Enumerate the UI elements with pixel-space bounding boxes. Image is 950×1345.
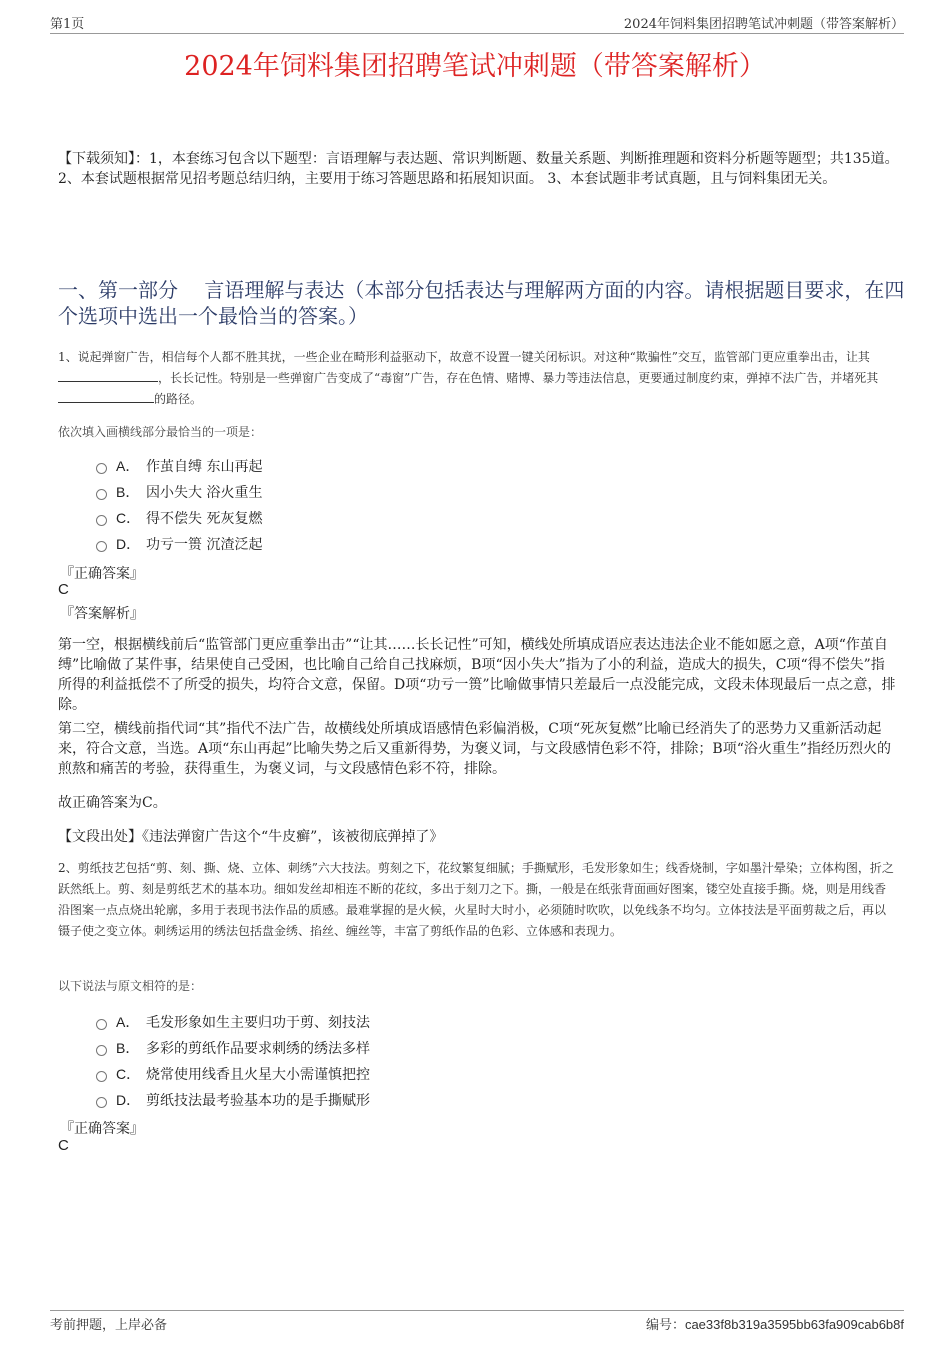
page-footer [50,1310,904,1333]
q1-source: 【文段出处】《违法弹窗广告这个“牛皮癣”，该被彻底弹掉了》 [58,829,444,845]
q2-prompt: 以下说法与原文相符的是： [58,979,203,993]
footer-slogan: 考前押题，上岸必备 [50,1318,168,1333]
radio-icon[interactable] [96,1097,107,1108]
header-doc-title: 2024年饲料集团招聘笔试冲刺题（带答案解析） [623,17,904,32]
question-1-text [58,347,896,410]
option-text: 作茧自缚 东山再起 [146,459,263,475]
radio-icon[interactable] [96,515,107,526]
q1-text-part-b: ，长长记性。特别是一些弹窗广告变成了“毒窗”广告，存在色情、赌博、暴力等违法信息，更要通过制度约束，弹掉不法广告，并堵死其 [158,371,879,385]
footer-code-value: cae33f8b319a3595bb63fa909cab6b8f [684,1317,904,1332]
page-header [50,14,904,34]
option-letter: C． [116,1066,141,1082]
option-letter: D． [116,536,141,552]
option-text: 多彩的剪纸作品要求刺绣的绣法多样 [146,1041,370,1057]
footer-code-label: 编号： [645,1318,685,1333]
q2-option-c[interactable] [96,1061,370,1087]
option-letter: A． [116,458,140,474]
option-letter: A． [116,1014,140,1030]
q2-option-a[interactable] [96,1009,370,1035]
download-notice: 【下载须知】：1，本套练习包含以下题型：言语理解与表达题、常识判断题、数量关系题、判断推理题和资料分析题等题型；共135道。 2、本套试题根据常见招考题总结归纳，主要用于练习答题思路和拓展知识面。 3、本套试题非考试真题，且与饲料集团无关。 [58,151,899,187]
q1-options [96,453,262,557]
q2-option-b[interactable] [96,1035,370,1061]
q1-analysis-label: 『答案解析』 [60,606,144,622]
radio-icon[interactable] [96,489,107,500]
q1-blank-1 [58,369,158,382]
option-text: 功亏一篑 沉渣泛起 [146,537,263,553]
q1-text-part-c: 的路径。 [154,392,203,406]
q1-analysis-paragraph-1: 第一空，根据横线前后“监管部门更应重拳出击”“让其……长长记性”可知，横线处所填成语应表达违法企业不能如愿之意，A项“作茧自缚”比喻做了某件事，结果使自己受困，也比喻自己给自己找麻烦，B项“因小失大”指为了小的利益，造成大的损失，C项“得不偿失”指所得的利益抵偿不了所受的损失，均符合文意，保留。D项“功亏一篑”比喻做事情只差最后一点没能完成，文段未体现最后一点之意，排除。 [58,637,896,713]
q1-option-d[interactable] [96,531,262,557]
option-text: 得不偿失 死灰复燃 [146,511,263,527]
q1-prompt: 依次填入画横线部分最恰当的一项是： [58,425,263,439]
radio-icon[interactable] [96,463,107,474]
document-title: 2024年饲料集团招聘笔试冲刺题（带答案解析） [184,51,766,82]
q2-options [96,1009,370,1113]
question-2-text: 2、剪纸技艺包括“剪、刻、撕、烧、立体、刺绣”六大技法。剪刻之下，花纹繁复细腻；手撕赋形，毛发形象如生；线香烧制，字如墨汁晕染；立体构图，折之跃然纸上。剪、刻是剪纸艺术的基本功。细如发丝却相连不断的花纹，多出于刻刀之下。撕，一般是在纸张背面画好图案，镂空处直接手撕。烧，则是用线香沿图案一点点烧出轮廓，多用于表现书法作品的质感。最难掌握的是火候，火星时大时小，必须随时吹吹，以免线条不均匀。立体技法是平面剪裁之后，再以镊子使之变立体。刺绣运用的绣法包括盘金绣、掐丝、缠丝等，丰富了剪纸作品的色彩、立体感和表现力。 [58,861,894,938]
option-letter: D． [116,1092,141,1108]
option-text: 毛发形象如生主要归功于剪、刻技法 [146,1015,370,1031]
q1-option-c[interactable] [96,505,262,531]
q1-text-part-a: 1、说起弹窗广告，相信每个人都不胜其扰，一些企业在畸形利益驱动下，故意不设置一键关闭标识。对这种“欺骗性”交互，监管部门更应重拳出击，让其 [58,350,870,364]
q2-answer: C [58,1137,69,1154]
option-letter: B． [116,484,140,500]
q1-conclusion: 故正确答案为C。 [58,795,167,811]
option-text: 剪纸技法最考验基本功的是手撕赋形 [146,1093,370,1109]
q1-option-a[interactable] [96,453,262,479]
q1-analysis-paragraph-2: 第二空，横线前指代词“其”指代不法广告，故横线处所填成语感情色彩偏消极，C项“死灰复燃”比喻已经消失了的恶势力又重新活动起来，符合文意，当选。A项“东山再起”比喻失势之后又重新得势，为褒义词，与文段感情色彩不符，排除；B项“浴火重生”指经历烈火的煎熬和痛苦的考验，获得重生，为褒义词，与文段感情色彩不符，排除。 [58,721,892,777]
option-text: 因小失大 浴火重生 [146,485,263,501]
option-letter: C． [116,510,141,526]
page-number: 第1页 [50,17,85,32]
footer-code [646,1314,904,1333]
q2-answer-label: 『正确答案』 [60,1121,144,1137]
radio-icon[interactable] [96,1019,107,1030]
radio-icon[interactable] [96,1045,107,1056]
section-heading: 一、第一部分 言语理解与表达（本部分包括表达与理解两方面的内容。请根据题目要求，在四个选项中选出一个最恰当的答案。） [58,278,905,328]
q1-answer-label: 『正确答案』 [60,566,144,582]
q1-answer: C [58,581,69,598]
radio-icon[interactable] [96,1071,107,1082]
radio-icon[interactable] [96,541,107,552]
q1-blank-2 [58,390,154,403]
option-letter: B． [116,1040,140,1056]
q1-option-b[interactable] [96,479,262,505]
option-text: 烧常使用线香且火星大小需谨慎把控 [146,1067,370,1083]
q2-option-d[interactable] [96,1087,370,1113]
